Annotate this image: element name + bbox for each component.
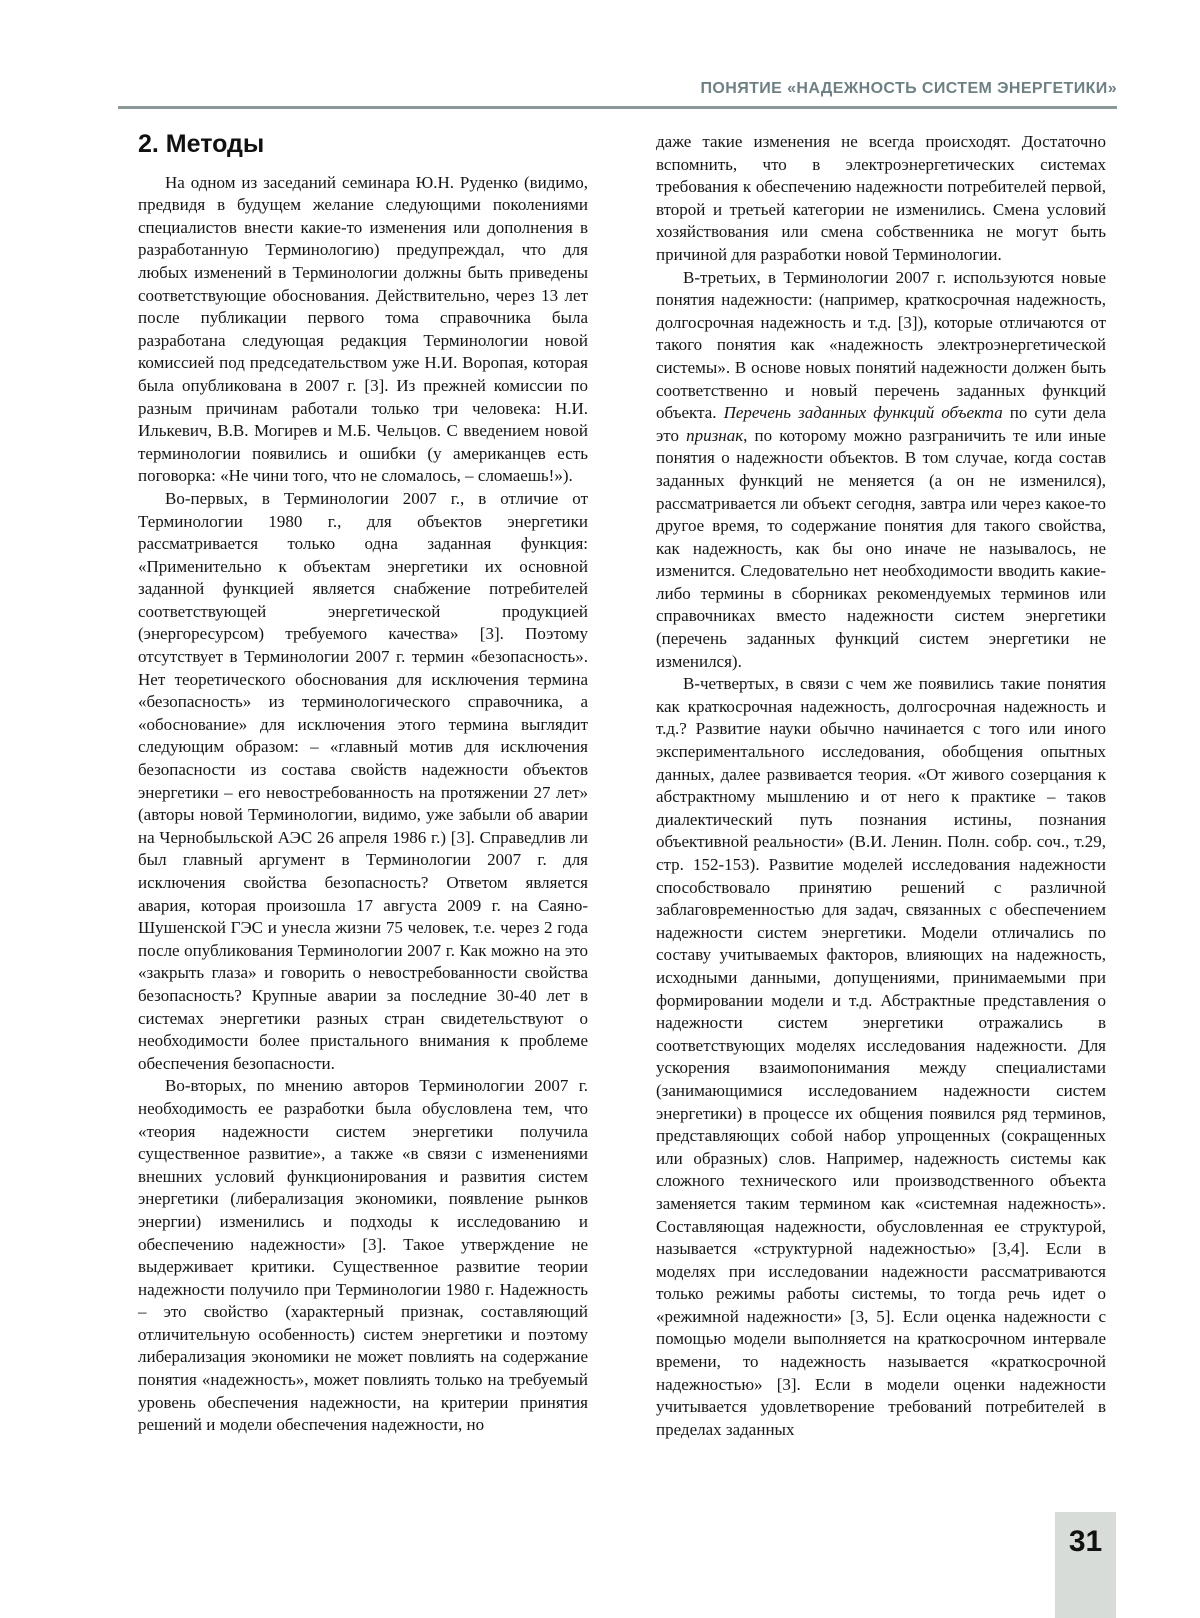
running-head: ПОНЯТИЕ «НАДЕЖНОСТЬ СИСТЕМ ЭНЕРГЕТИКИ» xyxy=(700,80,1117,97)
paragraph xyxy=(656,131,1106,267)
paragraph xyxy=(656,267,1106,674)
page-number: 31 xyxy=(1068,1525,1103,1558)
text-segment: В-третьих, в Терминологии 2007 г. используются новые понятия надежности: (например, краткосрочная надежность, долгосрочная надежность и т.д. [3]), которые отличаются от такого понятия как «надежность электроэнергетической системы». В основе новых понятий надежности должен быть соответственно и новый перечень заданных функций объекта. xyxy=(656,267,1106,423)
paragraph xyxy=(138,1075,588,1437)
text-segment-italic: признак xyxy=(686,425,744,445)
paragraph xyxy=(138,172,588,488)
text-segment: В-четвертых, в связи с чем же появились такие понятия как краткосрочная надежность, долгосрочная надежность и т.д.? Развитие науки обычно начинается с того или иного экспериментального исследования, обобщения опытных данных, далее развивается теория. «От живого созерцания к абстрактному мышлению и от него к практике – таков диалектический путь познания истины, познания объективной реальности» (В.И. Ленин. Полн. собр. соч., т.29, стр. 152-153). Развитие моделей исследования надежности способствовало принятию решений с различной заблаговременностью для задач, связанных с обеспечением надежности систем энергетики. Модели отличались по составу учитываемых факторов, влияющих на надежность, исходными данными, допущениями, принимаемыми при формировании модели и т.д. Абстрактные представления о надежности систем энергетики отражались в соответствующих моделях исследования надежности. Для ускорения взаимопонимания между специалистами (занимающимися исследованием надежности систем энергетики) в процессе их общения появился ряд терминов, представляющих собой набор упрощенных (сокращенных или образных) слов. Например, надежность системы как сложного технического или производственного объекта заменяется таким термином как «системная надежность». Составляющая надежности, обусловленная ее структурой, называется «структурной надежностью» [3,4]. Если в моделях при исследовании надежности рассматриваются только режимы работы системы, то тогда речь идет о «режимной надежности» [3, 5]. Если оценка надежности с помощью модели выполняется на краткосрочном интервале времени, то надежность называется «краткосрочной надежностью» [3]. Если в модели оценки надежности учитывается удовлетворение требований потребителей в пределах заданных xyxy=(656,674,1106,1439)
two-column-text xyxy=(138,131,1106,1441)
text-segment: по сути дела это xyxy=(656,403,1107,445)
paragraph xyxy=(138,488,588,1075)
page-number-box xyxy=(1055,1512,1116,1618)
left-column xyxy=(138,131,588,1441)
paragraph xyxy=(656,673,1106,1441)
text-segment: На одном из заседаний семинара Ю.Н. Руденко (видимо, предвидя в будущем желание следующими поколениями специалистов внести какие-то изменения или дополнения в разработанную Терминологию) предупреждал, что для любых изменений в Терминологии должны быть приведены соответствующие обоснования. Действительно, через 13 лет после публикации первого тома справочника была разработана следующая редакция Терминологии новой комиссией под председательством уже Н.И. Воропая, которая была опубликована в 2007 г. [3]. Из прежней комиссии по разным причинам работали только три человека: Н.И. Илькевич, В.В. Могирев и М.Б. Чельцов. С введением новой терминологии появились и ошибки (у американцев есть поговорка: «Не чини того, что не сломалось, – сломаешь!»). xyxy=(138,172,588,486)
text-segment: даже такие изменения не всегда происходят. Достаточно вспомнить, что в электроэнергетических системах требования к обеспечению надежности потребителей первой, второй и третьей категории не изменились. Смена условий хозяйствования или смена собственника не могут быть причиной для разработки новой Терминологии. xyxy=(656,132,1106,264)
text-segment: , по которому можно разграничить те или иные понятия о надежности объектов. В том случае, когда состав заданных функций не меняется (а он не изменился), рассматривается ли объект сегодня, завтра или через какое-то другое время, то содержание понятия для такого свойства, как надежность, как бы оно иначе не называлось, не изменится. Следовательно нет необходимости вводить какие-либо термины в сборниках рекомендуемых терминов или справочниках вместо надежности систем энергетики (перечень заданных функций систем энергетики не изменился). xyxy=(656,425,1106,671)
header-rule xyxy=(118,106,1117,109)
section-heading: 2. Методы xyxy=(138,130,265,158)
text-segment: Во-вторых, по мнению авторов Терминологии 2007 г. необходимость ее разработки была обусловлена тем, что «теория надежности систем энергетики получила существенное развитие», а также «в связи с изменениями внешних условий функционирования и развития систем энергетики (либерализация экономики, появление рынков энергии) изменились и подходы к исследованию и обеспечению надежности» [3]. Такое утверждение не выдерживает критики. Существенное развитие теории надежности получило при Терминологии 1980 г. Надежность – это свойство (характерный признак, составляющий отличительную особенность) систем энергетики и поэтому либерализация экономики не может повлиять на содержание понятия «надежность», может повлиять только на требуемый уровень обеспечения надежности, на критерии принятия решений и модели обеспечения надежности, но xyxy=(138,1076,588,1435)
text-segment-italic: Перечень заданных функций объекта xyxy=(723,403,1003,423)
text-segment: Во-первых, в Терминологии 2007 г., в отличие от Терминологии 1980 г., для объектов энергетики рассматривается только одна заданная функция: «Применительно к объектам энергетики их основной заданной функцией является снабжение потребителей соответствующей энергетической продукцией (энергоресурсом) требуемого качества» [3]. Поэтому отсутствует в Терминологии 2007 г. термин «безопасность». Нет теоретического обоснования для исключения термина «безопасность» из терминологического справочника, а «обоснование» для исключения этого термина выглядит следующим образом: – «главный мотив для исключения безопасности из состава свойств надежности объектов энергетики – его невостребованность на протяжении 27 лет» (авторы новой Терминологии, видимо, уже забыли об аварии на Чернобыльской АЭС 26 апреля 1986 г.) [3]. Справедлив ли был главный аргумент в Терминологии 2007 г. для исключения свойства безопасность? Ответом является авария, которая произошла 17 августа 2009 г. на Саяно-Шушенской ГЭС и унесла жизни 75 человек, т.е. через 2 года после опубликования Терминологии 2007 г. Как можно на это «закрыть глаза» и говорить о невостребованности свойства безопасность? Крупные аварии за последние 30-40 лет в системах энергетики разных стран свидетельствуют о необходимости более пристального внимания к проблеме обеспечения безопасности. xyxy=(138,488,588,1073)
right-column xyxy=(656,131,1106,1441)
